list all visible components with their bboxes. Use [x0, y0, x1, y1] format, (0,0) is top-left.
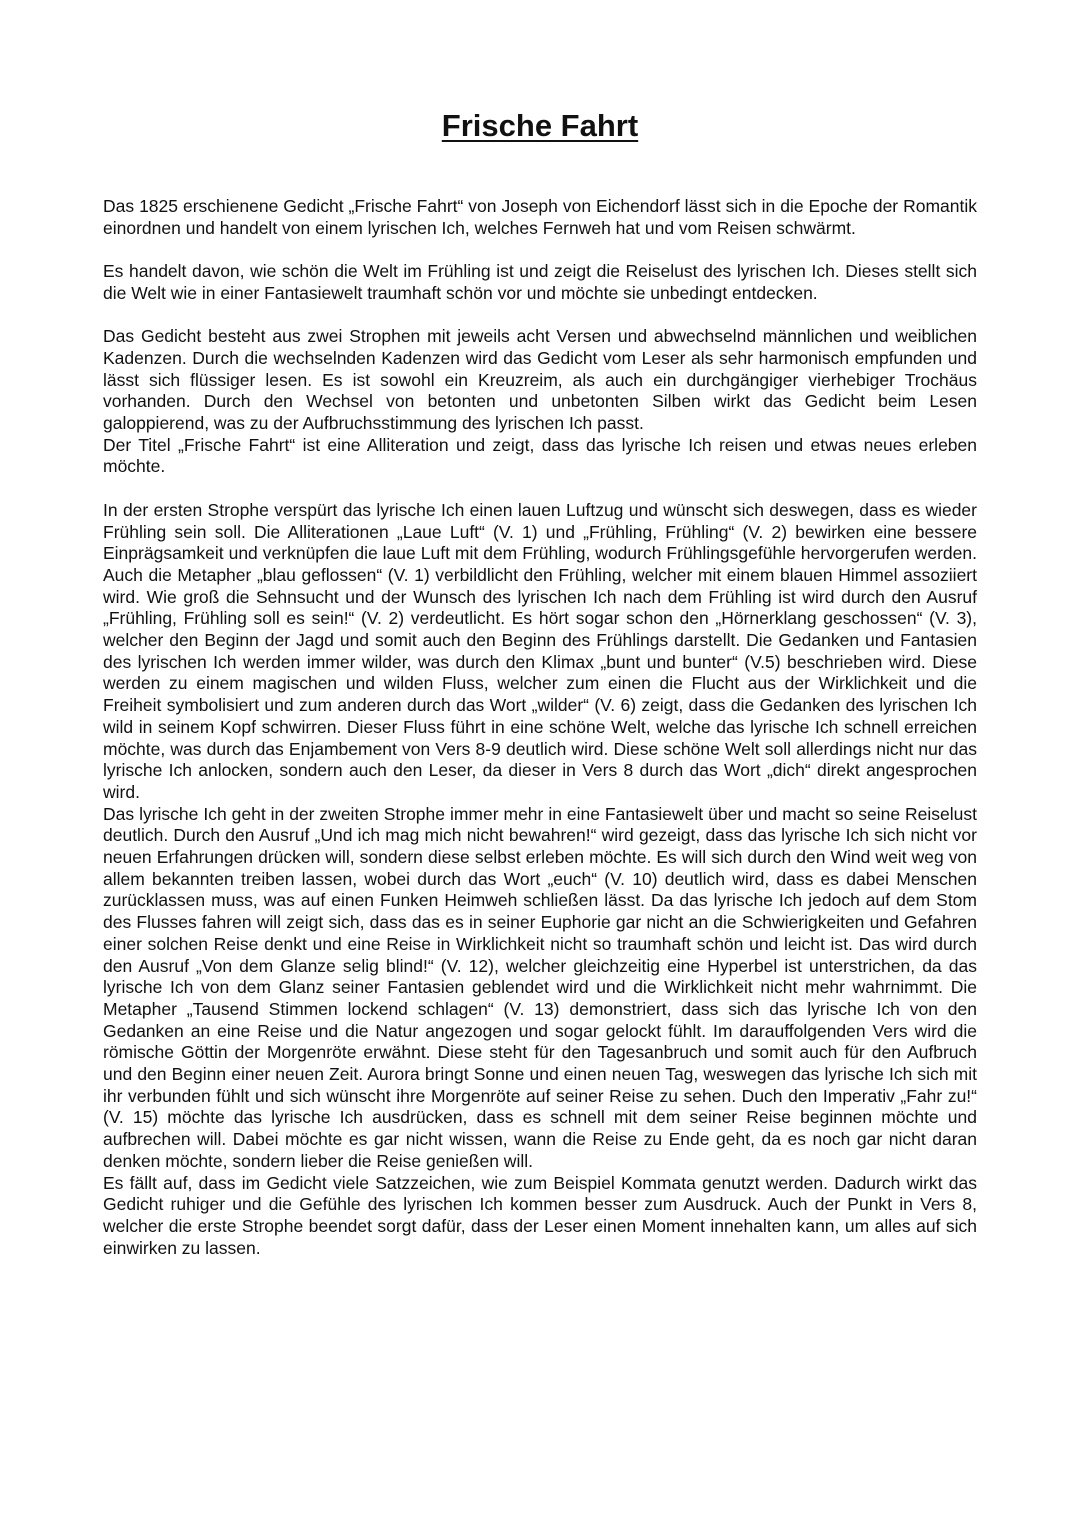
paragraph-form: Das Gedicht besteht aus zwei Strophen mit jeweils acht Versen und abwechselnd männlichen und weiblichen Kadenzen. Durch die wechselnden Kadenzen wird das Gedicht vom Leser als sehr harmonisch empfunden und lässt sich flüssiger lesen. Es ist sowohl ein Kreuzreim, als auch ein durchgängiger vierhebiger Trochäus vorhanden. Durch den Wechsel von betonten und unbetonten Silben wirkt das Gedicht beim Lesen galoppierend, was zu der Aufbruchsstimmung des lyrischen Ich passt.: [103, 326, 977, 433]
paragraph-summary: Es handelt davon, wie schön die Welt im Frühling ist und zeigt die Reiselust des lyrischen Ich. Dieses stellt sich die Welt wie in einer Fantasiewelt traumhaft schön vor und möchte sie unbedingt entdecken.: [103, 261, 977, 303]
page-title: Frische Fahrt: [441, 108, 639, 143]
paragraph-punctuation: Es fällt auf, dass im Gedicht viele Satzzeichen, wie zum Beispiel Kommata genutzt werden. Dadurch wirkt das Gedicht ruhiger und die Gefühle des lyrischen Ich kommen besser zum Ausdruck. Auch der Punkt in Vers 8, welcher die erste Strophe beendet sorgt dafür, dass der Leser einen Moment innehalten kann, um alles auf sich einwirken zu lassen.: [103, 1172, 977, 1258]
paragraph-second-stanza: Das lyrische Ich geht in der zweiten Strophe immer mehr in eine Fantasiewelt über und macht so seine Reiselust deutlich. Durch den Ausruf „Und ich mag mich nicht bewahren!“ wird gezeigt, dass das lyrische Ich sich nicht vor neuen Erfahrungen drücken will, sondern diese selbst erleben möchte. Es will sich durch den Wind weit weg von allem bekannten treiben lassen, wobei durch das Wort „euch“ (V. 10) deutlich wird, dass es dabei Menschen zurücklassen muss, was auf einen Funken Heimweh schließen lässt. Da das lyrische Ich jedoch auf dem Stom des Flusses fahren will zeigt sich, dass das es in seiner Euphorie gar nicht an die Schwierigkeiten und Gefahren einer solchen Reise denkt und eine Reise in Wirklichkeit nicht so traumhaft schön und leicht ist. Das wird durch den Ausruf „Von dem Glanze selig blind!“ (V. 12), welcher gleichzeitig eine Hyperbel ist unterstrichen, da das lyrische Ich von dem Glanz seiner Fantasien geblendet wird und die Wirklichkeit nicht mehr wahrnimmt. Die Metapher „Tausend Stimmen lockend schlagen“ (V. 13) demonstriert, dass sich das lyrische Ich von den Gedanken an eine Reise und die Natur angezogen und sogar gelockt fühlt. Im darauffolgenden Vers wird die römische Göttin der Morgenröte erwähnt. Diese steht für den Tagesanbruch und somit auch für den Aufbruch und den Beginn einer neuen Zeit. Aurora bringt Sonne und einen neuen Tag, weswegen das lyrische Ich sich mit ihr verbunden fühlt und sich wünscht ihre Morgenröte auf seiner Reise zu sehen. Duch den Imperativ „Fahr zu!“ (V. 15) möchte das lyrische Ich ausdrücken, dass es schnell mit dem seiner Reise beginnen möchte und aufbrechen will. Dabei möchte es gar nicht wissen, wann die Reise zu Ende geht, da es noch gar nicht daran denken möchte, sondern lieber die Reise genießen will.: [103, 803, 977, 1171]
paragraph-title-analysis: Der Titel „Frische Fahrt“ ist eine Alliteration und zeigt, dass das lyrische Ich reisen und etwas neues erleben möchte.: [103, 434, 977, 477]
paragraph-first-stanza: In der ersten Strophe verspürt das lyrische Ich einen lauen Luftzug und wünscht sich deswegen, dass es wieder Frühling sein soll. Die Alliterationen „Laue Luft“ (V. 1) und „Frühling, Frühling“ (V. 2) bewirken eine bessere Einprägsamkeit und verknüpfen die laue Luft mit dem Frühling, wodurch Frühlingsgefühle hervorgerufen werden. Auch die Metapher „blau geflossen“ (V. 1) verbildlicht den Frühling, welcher mit einem blauen Himmel assoziiert wird. Wie groß die Sehnsucht und der Wunsch des lyrischen Ich nach dem Frühling ist wird durch den Ausruf „Frühling, Frühling soll es sein!“ (V. 2) verdeutlicht. Es hört sogar schon den „Hörnerklang geschossen“ (V. 3), welcher den Beginn der Jagd und somit auch den Beginn des Frühlings darstellt. Die Gedanken und Fantasien des lyrischen Ich werden immer wilder, was durch den Klimax „bunt und bunter“ (V.5) beschrieben wird. Diese werden zu einem magischen und wilden Fluss, welcher zum einen die Flucht aus der Wirklichkeit und die Freiheit symbolisiert und zum anderen durch das Wort „wilder“ (V. 6) zeigt, dass die Gedanken des lyrischen Ich wild in seinem Kopf schwirren. Dieser Fluss führt in eine schöne Welt, welche das lyrische Ich schnell erreichen möchte, was durch das Enjambement von Vers 8-9 deutlich wird. Diese schöne Welt soll allerdings nicht nur das lyrische Ich anlocken, sondern auch den Leser, da dieser in Vers 8 durch das Wort „dich“ direkt angesprochen wird.: [103, 499, 977, 802]
paragraph-intro: Das 1825 erschienene Gedicht „Frische Fahrt“ von Joseph von Eichendorf lässt sich in die Epoche der Romantik einordnen und handelt von einem lyrischen Ich, welches Fernweh hat und vom Reisen schwärmt.: [103, 196, 977, 238]
document-page: [103, 100, 977, 1259]
